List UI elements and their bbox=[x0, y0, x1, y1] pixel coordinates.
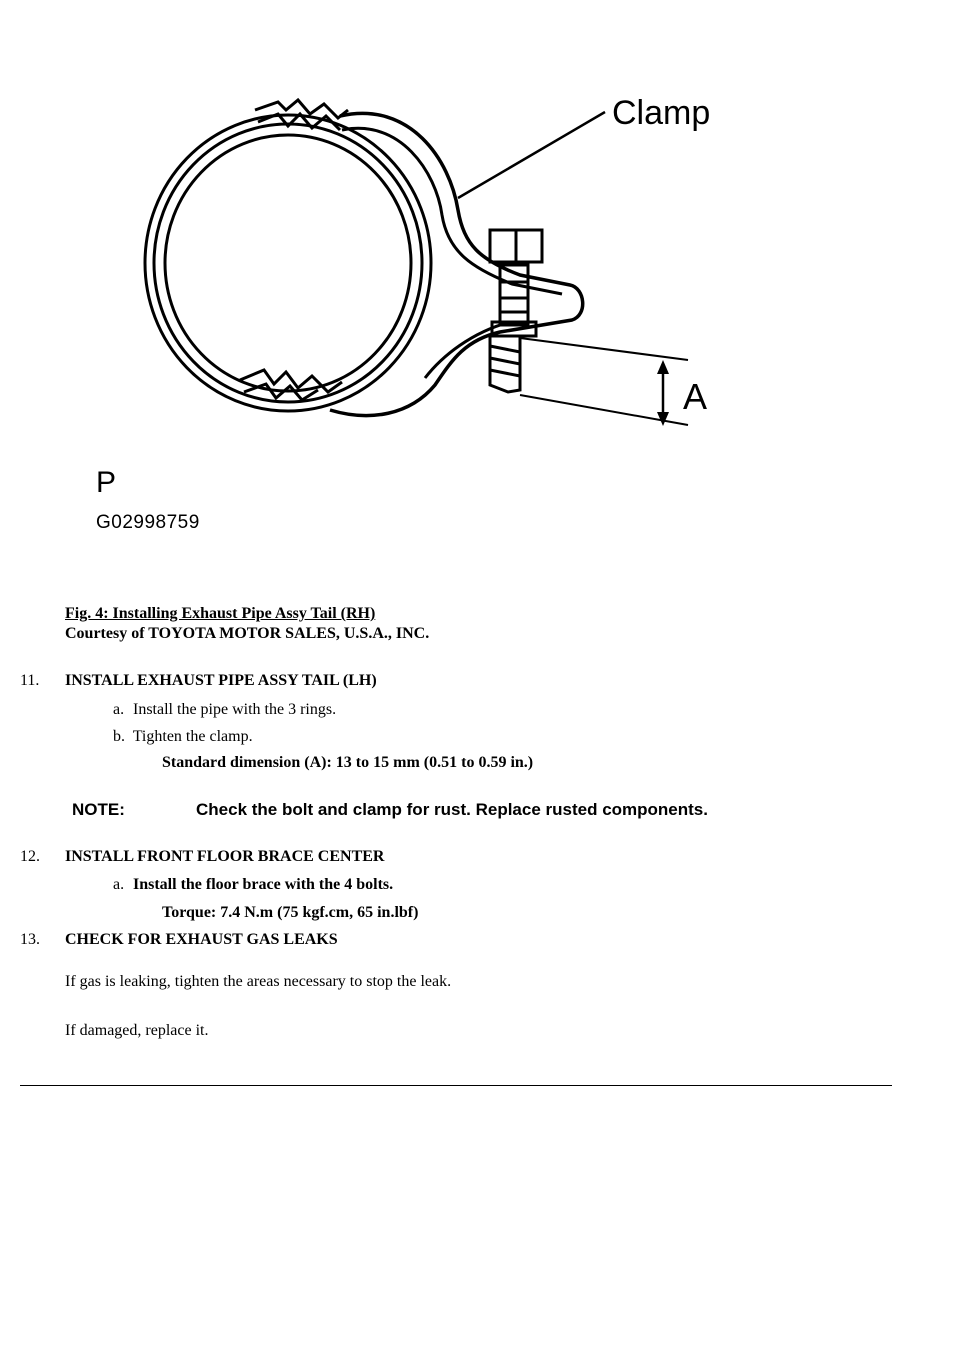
pipe-mid-ring bbox=[154, 124, 422, 402]
clamp-illustration bbox=[80, 70, 760, 550]
clamp-leader-line bbox=[458, 112, 605, 198]
dimension-arrowhead-up bbox=[657, 360, 669, 374]
step-title: INSTALL FRONT FLOOR BRACE CENTER bbox=[65, 848, 385, 865]
step-number: 12. bbox=[20, 848, 40, 865]
paragraph-damaged: If damaged, replace it. bbox=[65, 1022, 209, 1039]
pipe-inner-ring bbox=[165, 135, 411, 391]
clamp-drawing bbox=[80, 70, 760, 550]
substep-letter: b. bbox=[113, 728, 125, 745]
figure-label-a: A bbox=[683, 376, 708, 417]
substep-text: Install the pipe with the 3 rings. bbox=[133, 701, 337, 718]
substep-text: Tighten the clamp. bbox=[132, 728, 253, 745]
figure-caption bbox=[65, 604, 429, 644]
horizontal-rule bbox=[20, 1085, 892, 1086]
substep-11b bbox=[113, 728, 253, 746]
substep-letter: a. bbox=[113, 701, 125, 718]
substep-11a bbox=[113, 701, 336, 719]
figure-label-p: P bbox=[96, 466, 117, 499]
caption-title[interactable]: Fig. 4: Installing Exhaust Pipe Assy Tail (RH) bbox=[65, 605, 376, 622]
substep-text: Install the floor brace with the 4 bolts. bbox=[133, 876, 394, 893]
paragraph-gas-leak: If gas is leaking, tighten the areas necessary to stop the leak. bbox=[65, 973, 452, 990]
pipe-outer-ring bbox=[145, 115, 431, 411]
spec-torque: Torque: 7.4 N.m (75 kgf.cm, 65 in.lbf) bbox=[162, 904, 419, 921]
step-number: 13. bbox=[20, 931, 40, 948]
clamp-band bbox=[330, 113, 583, 415]
spec-standard-dimension: Standard dimension (A): 13 to 15 mm (0.51 to 0.59 in.) bbox=[162, 754, 534, 771]
substep-letter: a. bbox=[113, 876, 125, 893]
caption-credit: Courtesy of TOYOTA MOTOR SALES, U.S.A., INC. bbox=[65, 625, 430, 642]
dimension-line-top bbox=[520, 338, 688, 360]
step-number: 11. bbox=[20, 672, 40, 689]
step-title: CHECK FOR EXHAUST GAS LEAKS bbox=[65, 931, 338, 948]
note-text: Check the bolt and clamp for rust. Replace rusted components. bbox=[196, 800, 708, 819]
step-title: INSTALL EXHAUST PIPE ASSY TAIL (LH) bbox=[65, 672, 377, 689]
figure-code: G02998759 bbox=[96, 512, 200, 533]
figure-label-clamp: Clamp bbox=[612, 94, 711, 132]
note-label: NOTE: bbox=[72, 800, 125, 819]
substep-12a bbox=[113, 876, 393, 894]
